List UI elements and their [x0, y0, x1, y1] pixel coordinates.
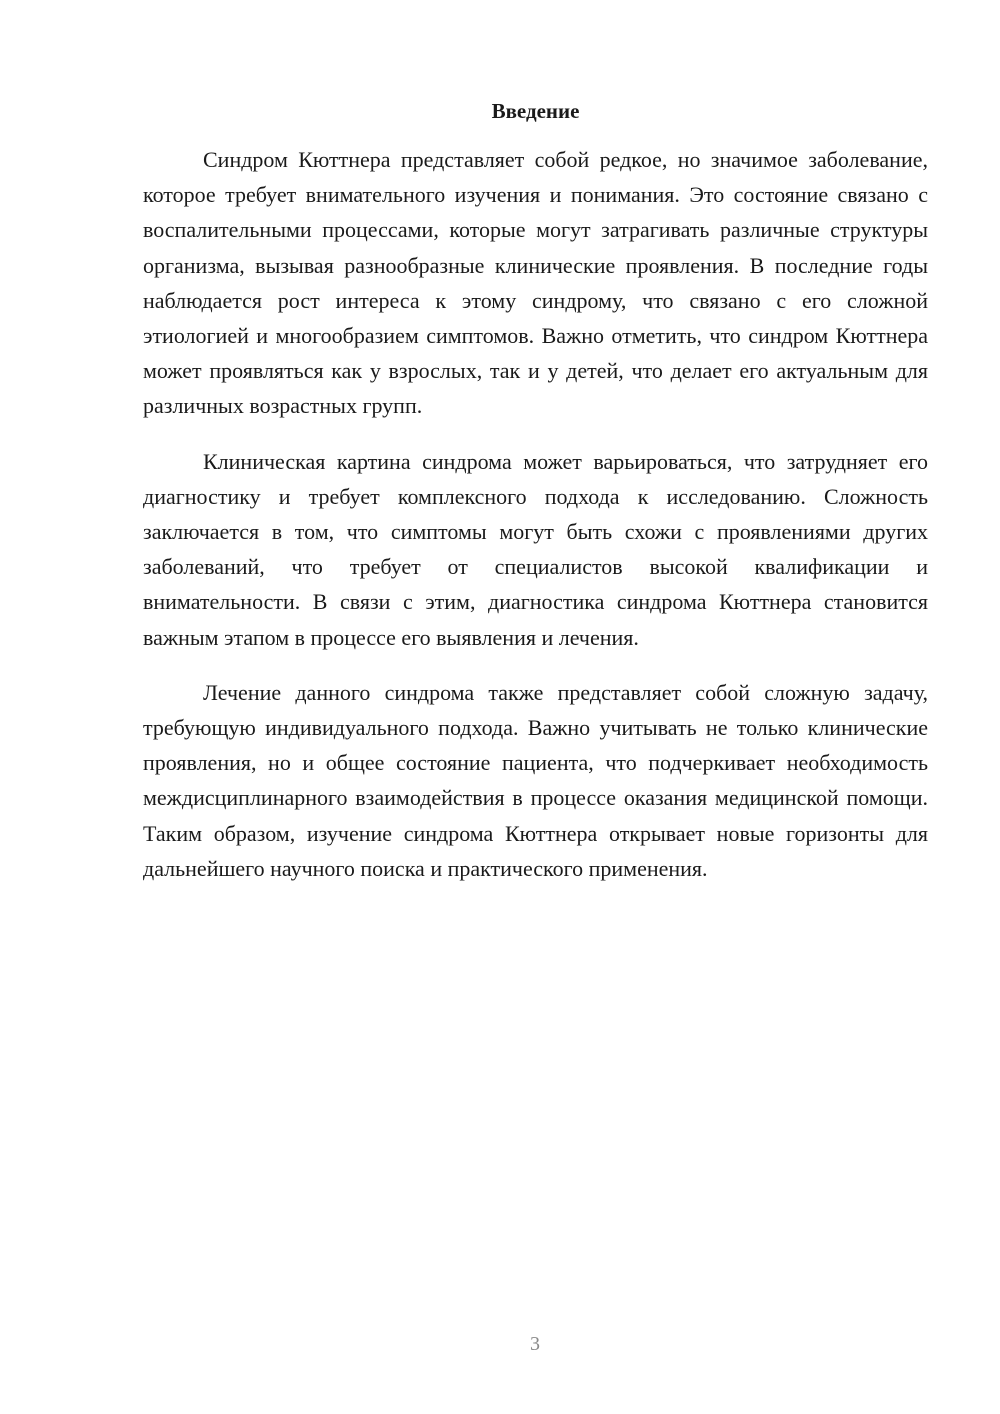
body-text: [143, 142, 928, 906]
paragraph-3: Лечение данного синдрома также представляет собой сложную задачу, требующую индивидуального подхода. Важно учитывать не только клинические проявления, но и общее состояние пациента, что подчеркивает необходимость междисциплинарного взаимодействия в процессе оказания медицинской помощи. Таким образом, изучение синдрома Кюттнера открывает новые горизонты для дальнейшего научного поиска и практического применения.: [143, 679, 928, 881]
page-number: 3: [530, 1333, 540, 1355]
paragraph-2: Клиническая картина синдрома может варьироваться, что затрудняет его диагностику и требует комплексного подхода к исследованию. Сложность заключается в том, что симптомы могут быть схожи с проявлениями других заболеваний, что требует от специалистов высокой квалификации и внимательности. В связи с этим, диагностика синдрома Кюттнера становится важным этапом в процессе его выявления и лечения.: [143, 448, 928, 650]
paragraph-1: Синдром Кюттнера представляет собой редкое, но значимое заболевание, которое требует внимательного изучения и понимания. Это состояние связано с воспалительными процессами, которые могут затрагивать различные структуры организма, вызывая разнообразные клинические проявления. В последние годы наблюдается рост интереса к этому синдрому, что связано с его сложной этиологией и многообразием симптомов. Важно отметить, что синдром Кюттнера может проявляться как у взрослых, так и у детей, что делает его актуальным для различных возрастных групп.: [143, 147, 928, 419]
section-title: Введение: [491, 99, 580, 123]
